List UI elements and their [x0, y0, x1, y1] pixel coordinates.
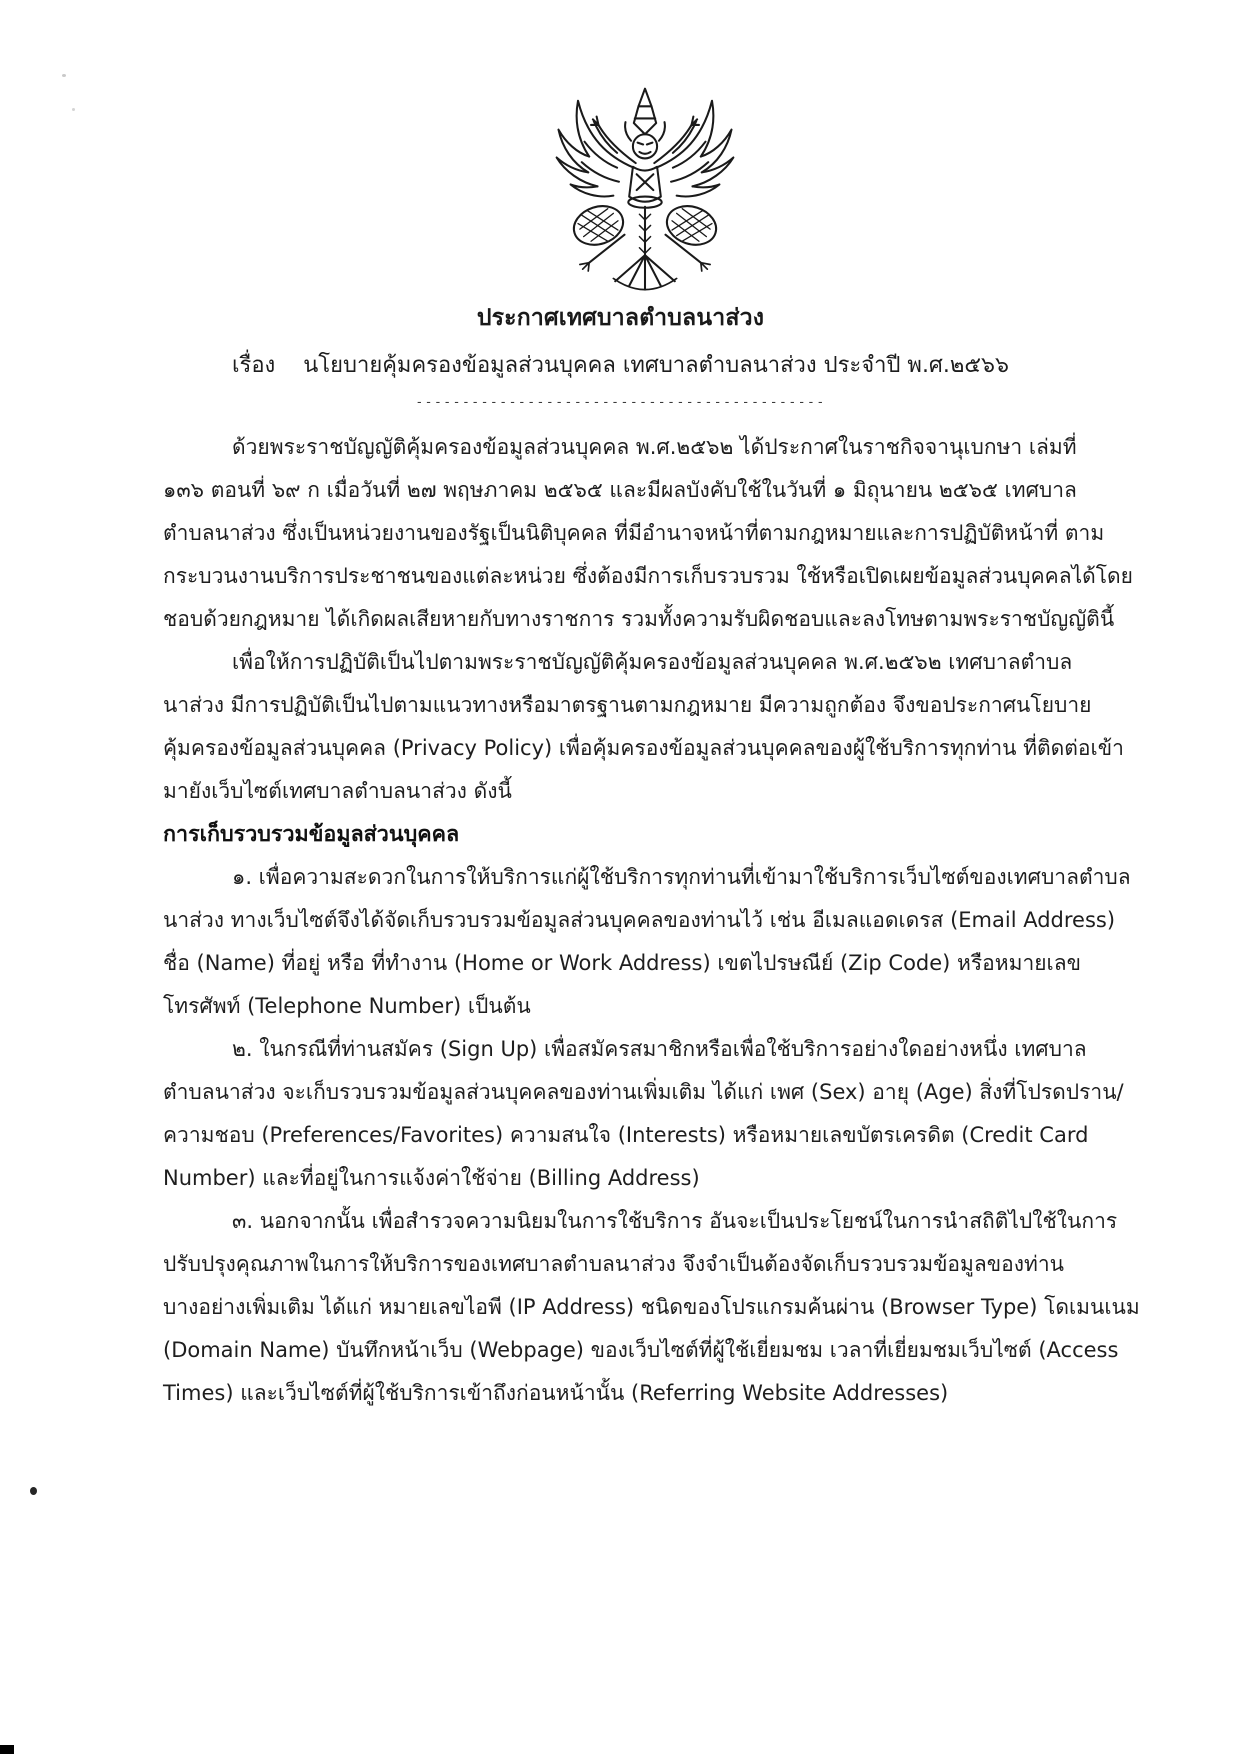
scan-dot-artifact	[30, 1487, 37, 1495]
document-line: นาส่วง มีการปฏิบัติเป็นไปตามแนวทางหรือมาตรฐานตามกฎหมาย มีความถูกต้อง จึงขอประกาศนโยบาย	[163, 693, 1092, 717]
document-line: ความชอบ (Preferences/Favorites) ความสนใจ (Interests) หรือหมายเลขบัตรเครดิต (Credit Card	[163, 1123, 1089, 1147]
document-line: กระบวนงานบริการประชาชนของแต่ละหน่วย ซึ่งต้องมีการเก็บรวบรวม ใช้หรือเปิดเผยข้อมูลส่วนบุคคลได้โดย	[163, 564, 1133, 588]
document-line: ๓. นอกจากนั้น เพื่อสำรวจความนิยมในการใช้บริการ อันจะเป็นประโยชน์ในการนำสถิติไปใช้ในการ	[232, 1209, 1118, 1233]
garuda-emblem-icon	[503, 84, 787, 298]
scan-speck	[62, 74, 66, 77]
document-line: ตำบลนาส่วง จะเก็บรวบรวมข้อมูลส่วนบุคคลของท่านเพิ่มเติม ได้แก่ เพศ (Sex) อายุ (Age) สิ่งที่โปรดปราน/	[163, 1080, 1124, 1104]
document-line: ๑. เพื่อความสะดวกในการให้บริการแก่ผู้ใช้บริการทุกท่านที่เข้ามาใช้บริการเว็บไซต์ของเทศบาลตำบล	[232, 865, 1131, 889]
document-line: Times) และเว็บไซต์ที่ผู้ใช้บริการเข้าถึงก่อนหน้านั้น (Referring Website Addresses)	[163, 1381, 949, 1405]
document-line: ชอบด้วยกฎหมาย ได้เกิดผลเสียหายกับทางราชการ รวมทั้งความรับผิดชอบและลงโทษตามพระราชบัญญัตินี้	[163, 607, 1115, 631]
document-subject: เรื่อง นโยบายคุ้มครองข้อมูลส่วนบุคคล เทศบาลตำบลนาส่วง ประจำปี พ.ศ.๒๕๖๖	[232, 353, 1009, 378]
document-line: เพื่อให้การปฏิบัติเป็นไปตามพระราชบัญญัติคุ้มครองข้อมูลส่วนบุคคล พ.ศ.๒๕๖๒ เทศบาลตำบล	[232, 650, 1073, 674]
title-block	[0, 303, 1241, 410]
document-line: ชื่อ (Name) ที่อยู่ หรือ ที่ทำงาน (Home or Work Address) เขตไปรษณีย์ (Zip Code) หรือหมายเลข	[163, 951, 1081, 975]
document-line: (Domain Name) บันทึกหน้าเว็บ (Webpage) ของเว็บไซต์ที่ผู้ใช้เยี่ยมชม เวลาที่เยี่ยมชมเว็บไซต์ (Access	[163, 1338, 1119, 1362]
document-line: คุ้มครองข้อมูลส่วนบุคคล (Privacy Policy) เพื่อคุ้มครองข้อมูลส่วนบุคคลของผู้ใช้บริการทุกท่าน ที่ติดต่อเข้า	[163, 736, 1124, 760]
document-line: บางอย่างเพิ่มเติม ได้แก่ หมายเลขไอพี (IP Address) ชนิดของโปรแกรมค้นผ่าน (Browser Type) โดเมนเนม	[163, 1295, 1140, 1319]
document-line: มายังเว็บไซต์เทศบาลตำบลนาส่วง ดังนี้	[163, 779, 512, 803]
document-line: ตำบลนาส่วง ซึ่งเป็นหน่วยงานของรัฐเป็นนิติบุคคล ที่มีอำนาจหน้าที่ตามกฎหมายและการปฏิบัติหน้าที่ ตาม	[163, 521, 1105, 545]
document-body	[163, 426, 1140, 1415]
document-line: ปรับปรุงคุณภาพในการให้บริการของเทศบาลตำบลนาส่วง จึงจำเป็นต้องจัดเก็บรวบรวมข้อมูลของท่าน	[163, 1252, 1064, 1276]
section-heading: การเก็บรวบรวมข้อมูลส่วนบุคคล	[163, 822, 460, 847]
document-line: ๑๓๖ ตอนที่ ๖๙ ก เมื่อวันที่ ๒๗ พฤษภาคม ๒๕๖๕ และมีผลบังคับใช้ในวันที่ ๑ มิถุนายน ๒๕๖๕ เทศบาล	[163, 478, 1077, 502]
document-line: ๒. ในกรณีที่ท่านสมัคร (Sign Up) เพื่อสมัครสมาชิกหรือเพื่อใช้บริการอย่างใดอย่างหนึ่ง เทศบาล	[232, 1037, 1087, 1061]
dashed-separator: --------------------------------------------	[415, 395, 826, 410]
document-line: Number) และที่อยู่ในการแจ้งค่าใช้จ่าย (Billing Address)	[163, 1166, 700, 1190]
page-title: ประกาศเทศบาลตำบลนาส่วง	[476, 305, 765, 331]
document-line: โทรศัพท์ (Telephone Number) เป็นต้น	[163, 994, 531, 1018]
document-line: นาส่วง ทางเว็บไซต์จึงได้จัดเก็บรวบรวมข้อมูลส่วนบุคคลของท่านไว้ เช่น อีเมลแอดเดรส (Email Address)	[163, 908, 1116, 932]
scan-speck	[72, 108, 75, 111]
scan-corner-artifact	[0, 1745, 14, 1754]
document-line: ด้วยพระราชบัญญัติคุ้มครองข้อมูลส่วนบุคคล พ.ศ.๒๕๖๒ ได้ประกาศในราชกิจจานุเบกษา เล่มที่	[232, 435, 1077, 459]
